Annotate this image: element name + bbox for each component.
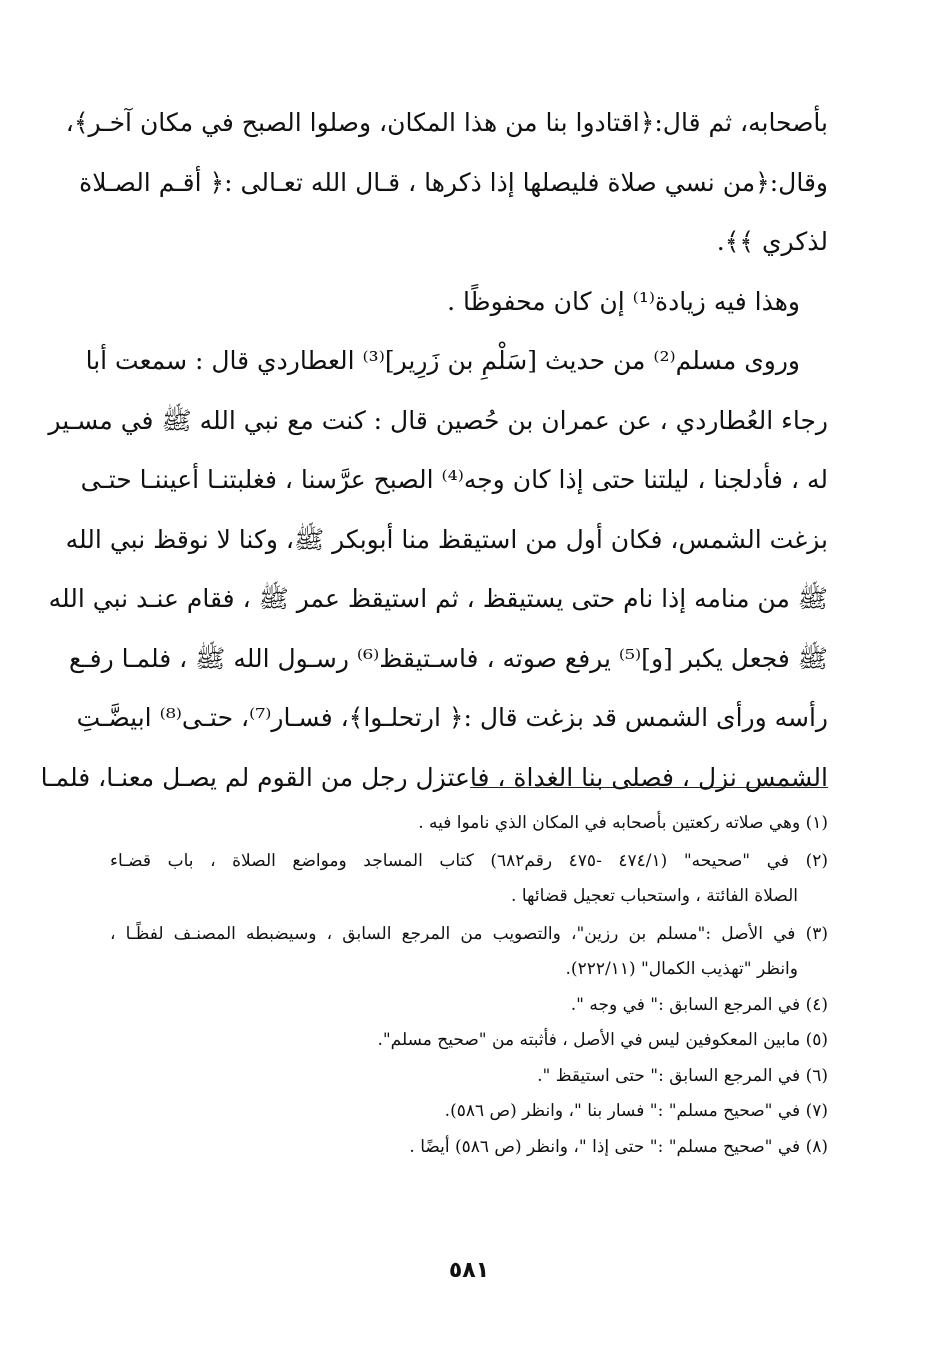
footnote-3: (٣) في الأصل :"مسلم بن رزين"، والتصويب من المرجع السابق ، وسيضبطه المصنـف لفظًـا ، bbox=[110, 923, 828, 944]
body-line: ﷺ من منامه إذا نام حتى يستيقظ ، ثم استيقظ عمر ﷺ ، فقام عنـد نبي الله bbox=[48, 584, 828, 613]
footnotes bbox=[110, 806, 828, 1165]
footnote-2-continuation: الصلاة الفائتة ، واستحباب تعجيل قضائها . bbox=[511, 886, 798, 906]
body-line: له ، فأدلجنا ، ليلتنا حتى إذا كان وجه⁽⁴⁾ الصبح عرَّسنا ، فغلبتنـا أعيننـا حتـى bbox=[80, 465, 828, 494]
main-text bbox=[40, 93, 828, 807]
body-line: رجاء العُطاردي ، عن عمران بن حُصين قال : كنت مع نبي الله ﷺ في مسـير bbox=[48, 405, 828, 435]
footnote-6: (٦) في المرجع السابق :" حتى استيقظ ". bbox=[537, 1065, 828, 1086]
body-line: وقال:﴿من نسي صلاة فليصلها إذا ذكرها ، قـال الله تعـالى :﴿ أقـم الصـلاة bbox=[79, 167, 828, 197]
body-line: رأسه ورأى الشمس قد بزغت قال :﴿ ارتحلـوا﴾، فسـار⁽⁷⁾، حتـى⁽⁸⁾ ابيضَّـتِ bbox=[76, 703, 828, 732]
footnote-1: (١) وهي صلاته ركعتين بأصحابه في المكان الذي ناموا فيه . bbox=[418, 813, 828, 833]
body-line: وهذا فيه زيادة⁽¹⁾ إن كان محفوظًا . bbox=[447, 286, 800, 316]
footnote-5: (٥) مابين المعكوفين ليس في الأصل ، فأثبته من "صحيح مسلم". bbox=[377, 1030, 828, 1050]
footnote-divider bbox=[470, 787, 828, 788]
body-line: لذكري ﴾﴾. bbox=[716, 227, 828, 256]
body-line: بزغت الشمس، فكان أول من استيقظ منا أبوبكر ﷺ، وكنا لا نوقظ نبي الله bbox=[65, 524, 828, 554]
body-line: بأصحابه، ثم قال:﴿اقتادوا بنا من هذا المكان، وصلوا الصبح في مكان آخـر﴾، bbox=[65, 108, 828, 137]
footnote-4: (٤) في المرجع السابق :" في وجه ". bbox=[570, 994, 828, 1015]
page-number: ٥٨١ bbox=[448, 1258, 490, 1283]
footnote-3-continuation: وانظر "تهذيب الكمال" (٢٢٢/١١). bbox=[565, 959, 798, 979]
body-line: ﷺ فجعل يكبر [و]⁽⁵⁾ يرفع صوته ، فاسـتيقظ⁽⁶⁾ رسـول الله ﷺ ، فلمـا رفـع bbox=[69, 643, 828, 673]
footnote-8: (٨) في "صحيح مسلم" :" حتى إذا "، وانظر (ص ٥٨٦) أيضًا . bbox=[409, 1136, 828, 1157]
body-line: وروى مسلم⁽²⁾ من حديث [سَلْمِ بن زَرِير]⁽³⁾ العطاردي قال : سمعت أبا bbox=[85, 346, 800, 375]
footnote-2: (٢) في "صحيحه" (٤٧٤/١ -٤٧٥ رقم٦٨٢) كتاب المساجد ومواضع الصلاة ، باب قضـاء bbox=[110, 850, 828, 871]
body-line: الشمس نزل ، فصلى بنا الغداة ، فاعتزل رجل من القوم لم يصـل معنـا، فلمـا bbox=[40, 762, 828, 792]
footnote-7: (٧) في "صحيح مسلم" :" فسار بنا "، وانظر (ص ٥٨٦). bbox=[444, 1101, 828, 1121]
